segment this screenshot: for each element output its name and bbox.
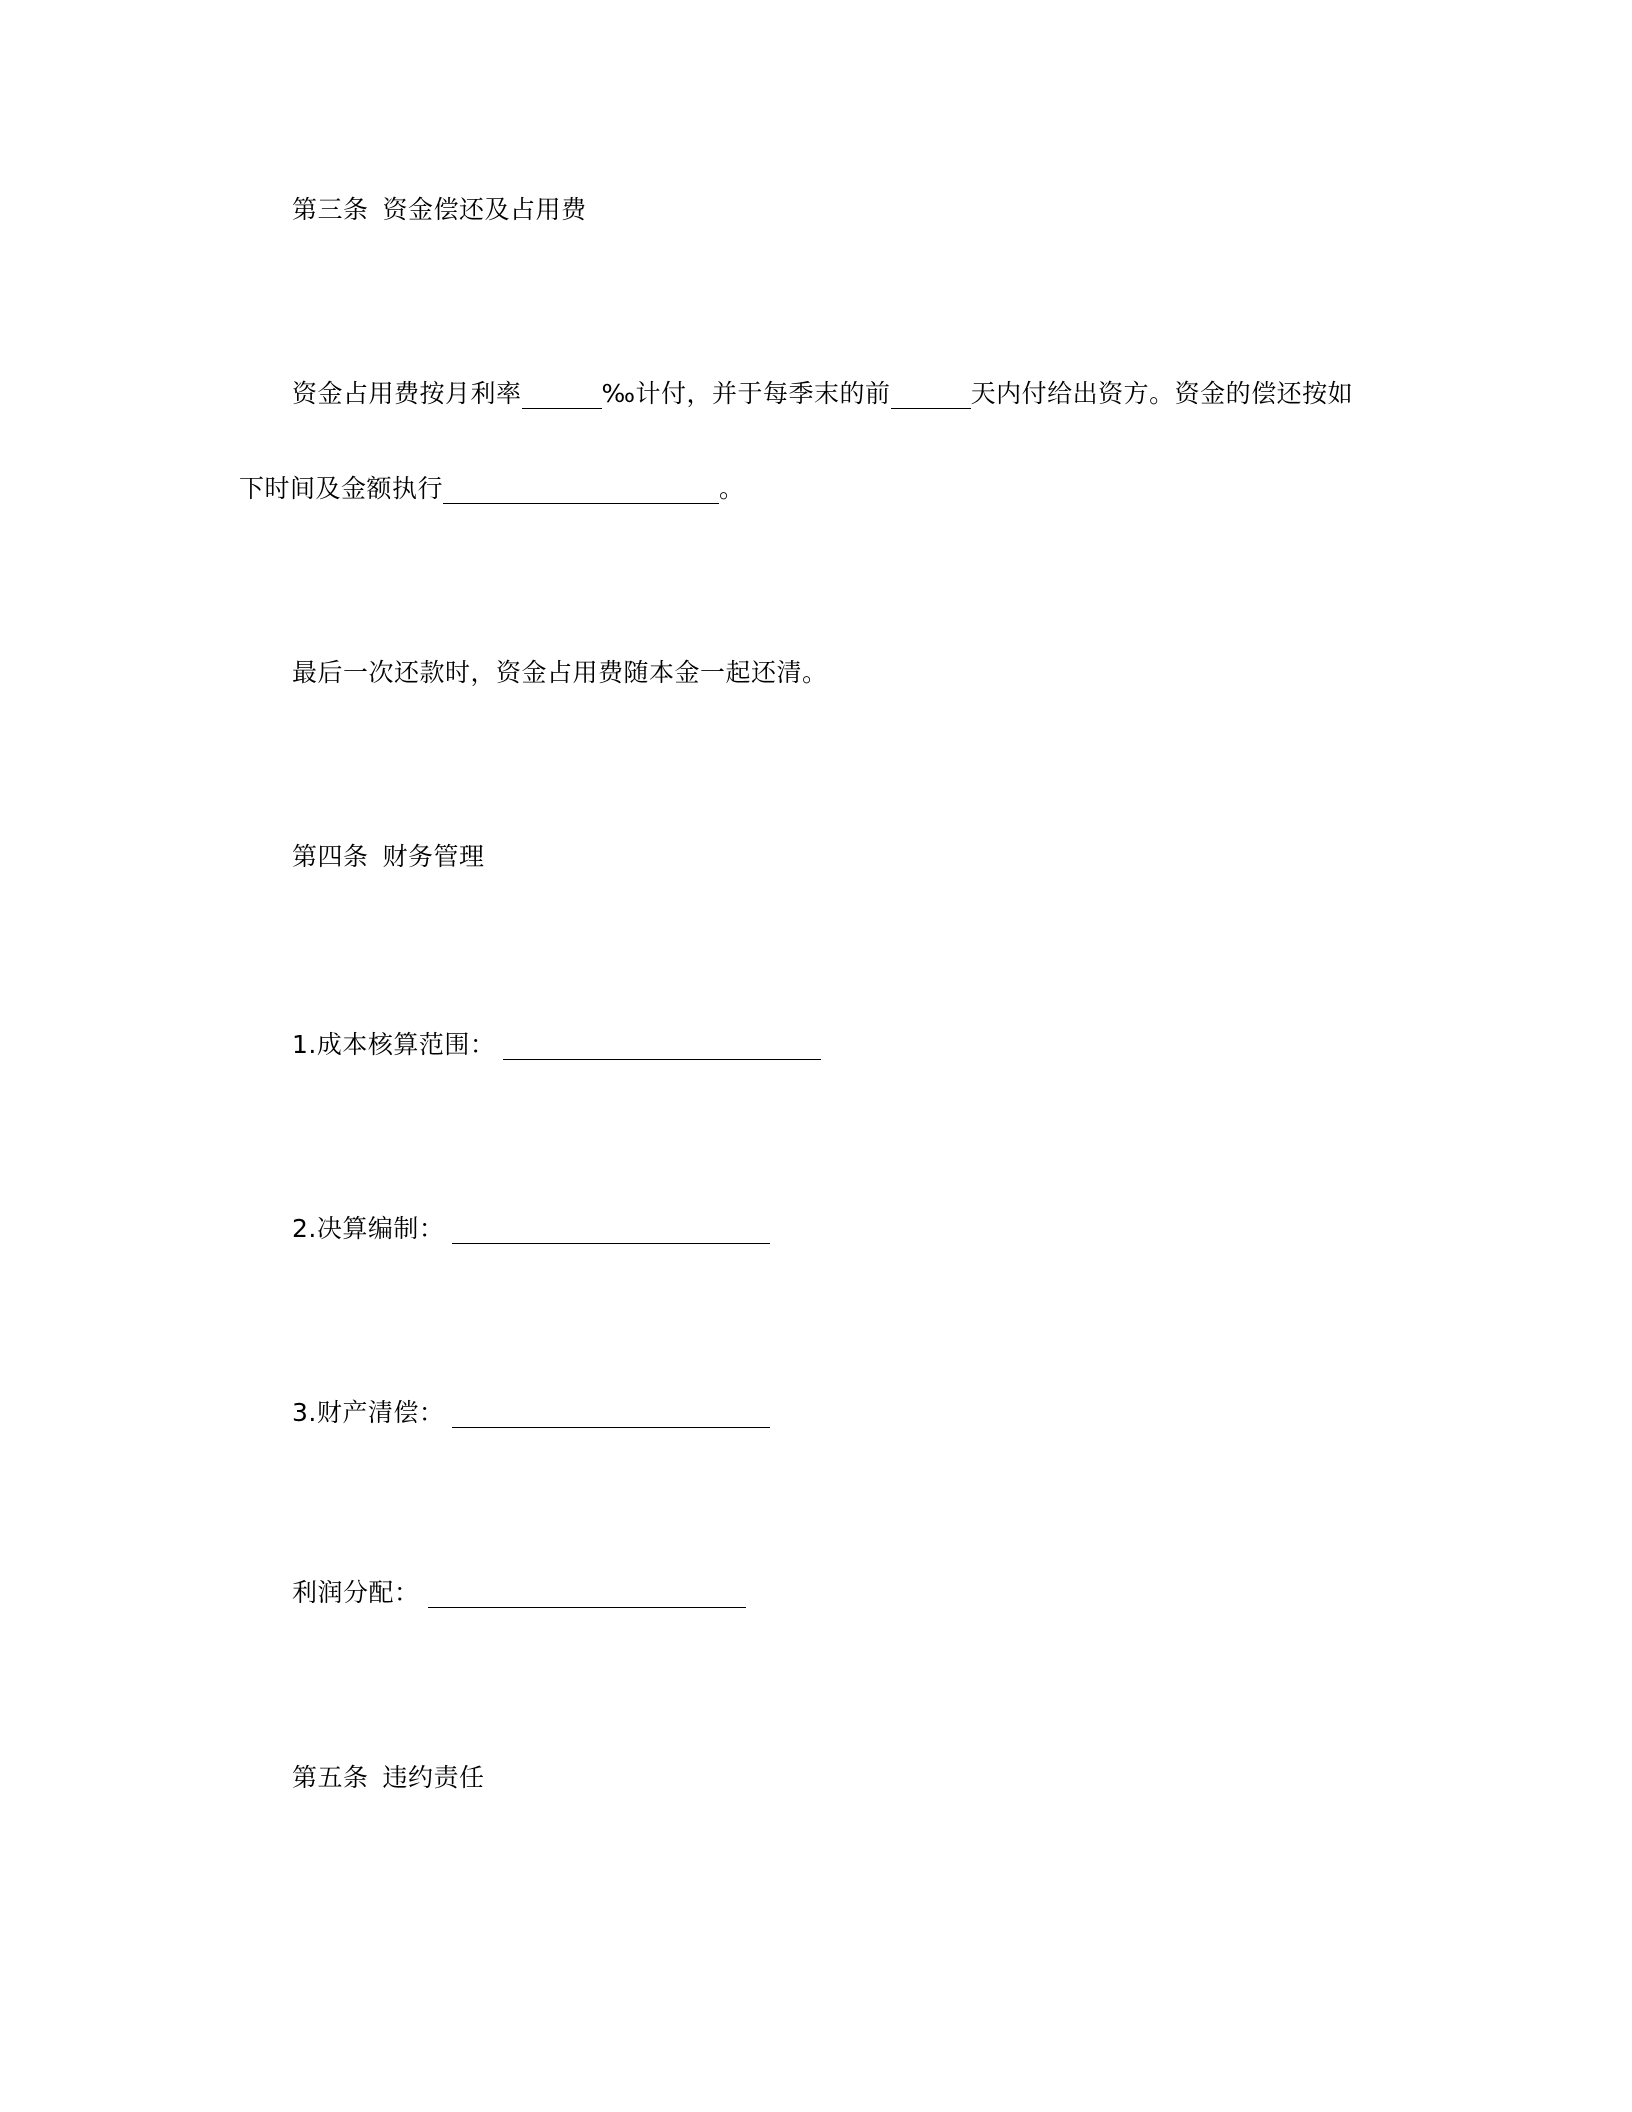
paragraph-text: 下时间及金额执行: [239, 474, 444, 503]
profit-distribution-blank[interactable]: [428, 1577, 746, 1608]
article-number: 第四条: [292, 842, 369, 871]
article-title: 资金偿还及占用费: [382, 195, 587, 224]
item-label: 利润分配：: [292, 1578, 420, 1607]
article-3-heading: [292, 193, 587, 227]
item-profit-distribution: [292, 1576, 746, 1610]
article-5-heading: [292, 1761, 485, 1795]
paragraph-text: 最后一次还款时，资金占用费随本金一起还清。: [292, 658, 828, 687]
item-cost-accounting: [292, 1028, 821, 1062]
paragraph-final-repayment: [292, 656, 828, 690]
item-property-liquidation: [292, 1396, 770, 1430]
item-label: 3.财产清偿：: [292, 1398, 445, 1427]
paragraph-occupancy-fee-line-1: [292, 377, 1353, 411]
days-blank[interactable]: [891, 378, 971, 409]
article-title: 财务管理: [382, 842, 485, 871]
monthly-rate-blank[interactable]: [522, 378, 602, 409]
property-liquidation-blank[interactable]: [452, 1397, 770, 1428]
paragraph-text: ‰计付，并于每季末的前: [601, 379, 891, 408]
paragraph-text: 。: [719, 474, 745, 503]
article-number: 第三条: [292, 195, 369, 224]
article-title: 违约责任: [382, 1763, 485, 1792]
repayment-schedule-blank[interactable]: [443, 473, 719, 504]
paragraph-text: 天内付给出资方。资金的偿还按如: [970, 379, 1354, 408]
paragraph-text: 资金占用费按月利率: [292, 379, 522, 408]
item-label: 2.决算编制：: [292, 1214, 445, 1243]
cost-accounting-blank[interactable]: [503, 1029, 821, 1060]
paragraph-occupancy-fee-line-2: [239, 472, 745, 506]
article-number: 第五条: [292, 1763, 369, 1792]
item-final-accounts: [292, 1212, 770, 1246]
article-4-heading: [292, 840, 485, 874]
final-accounts-blank[interactable]: [452, 1213, 770, 1244]
item-label: 1.成本核算范围：: [292, 1030, 496, 1059]
